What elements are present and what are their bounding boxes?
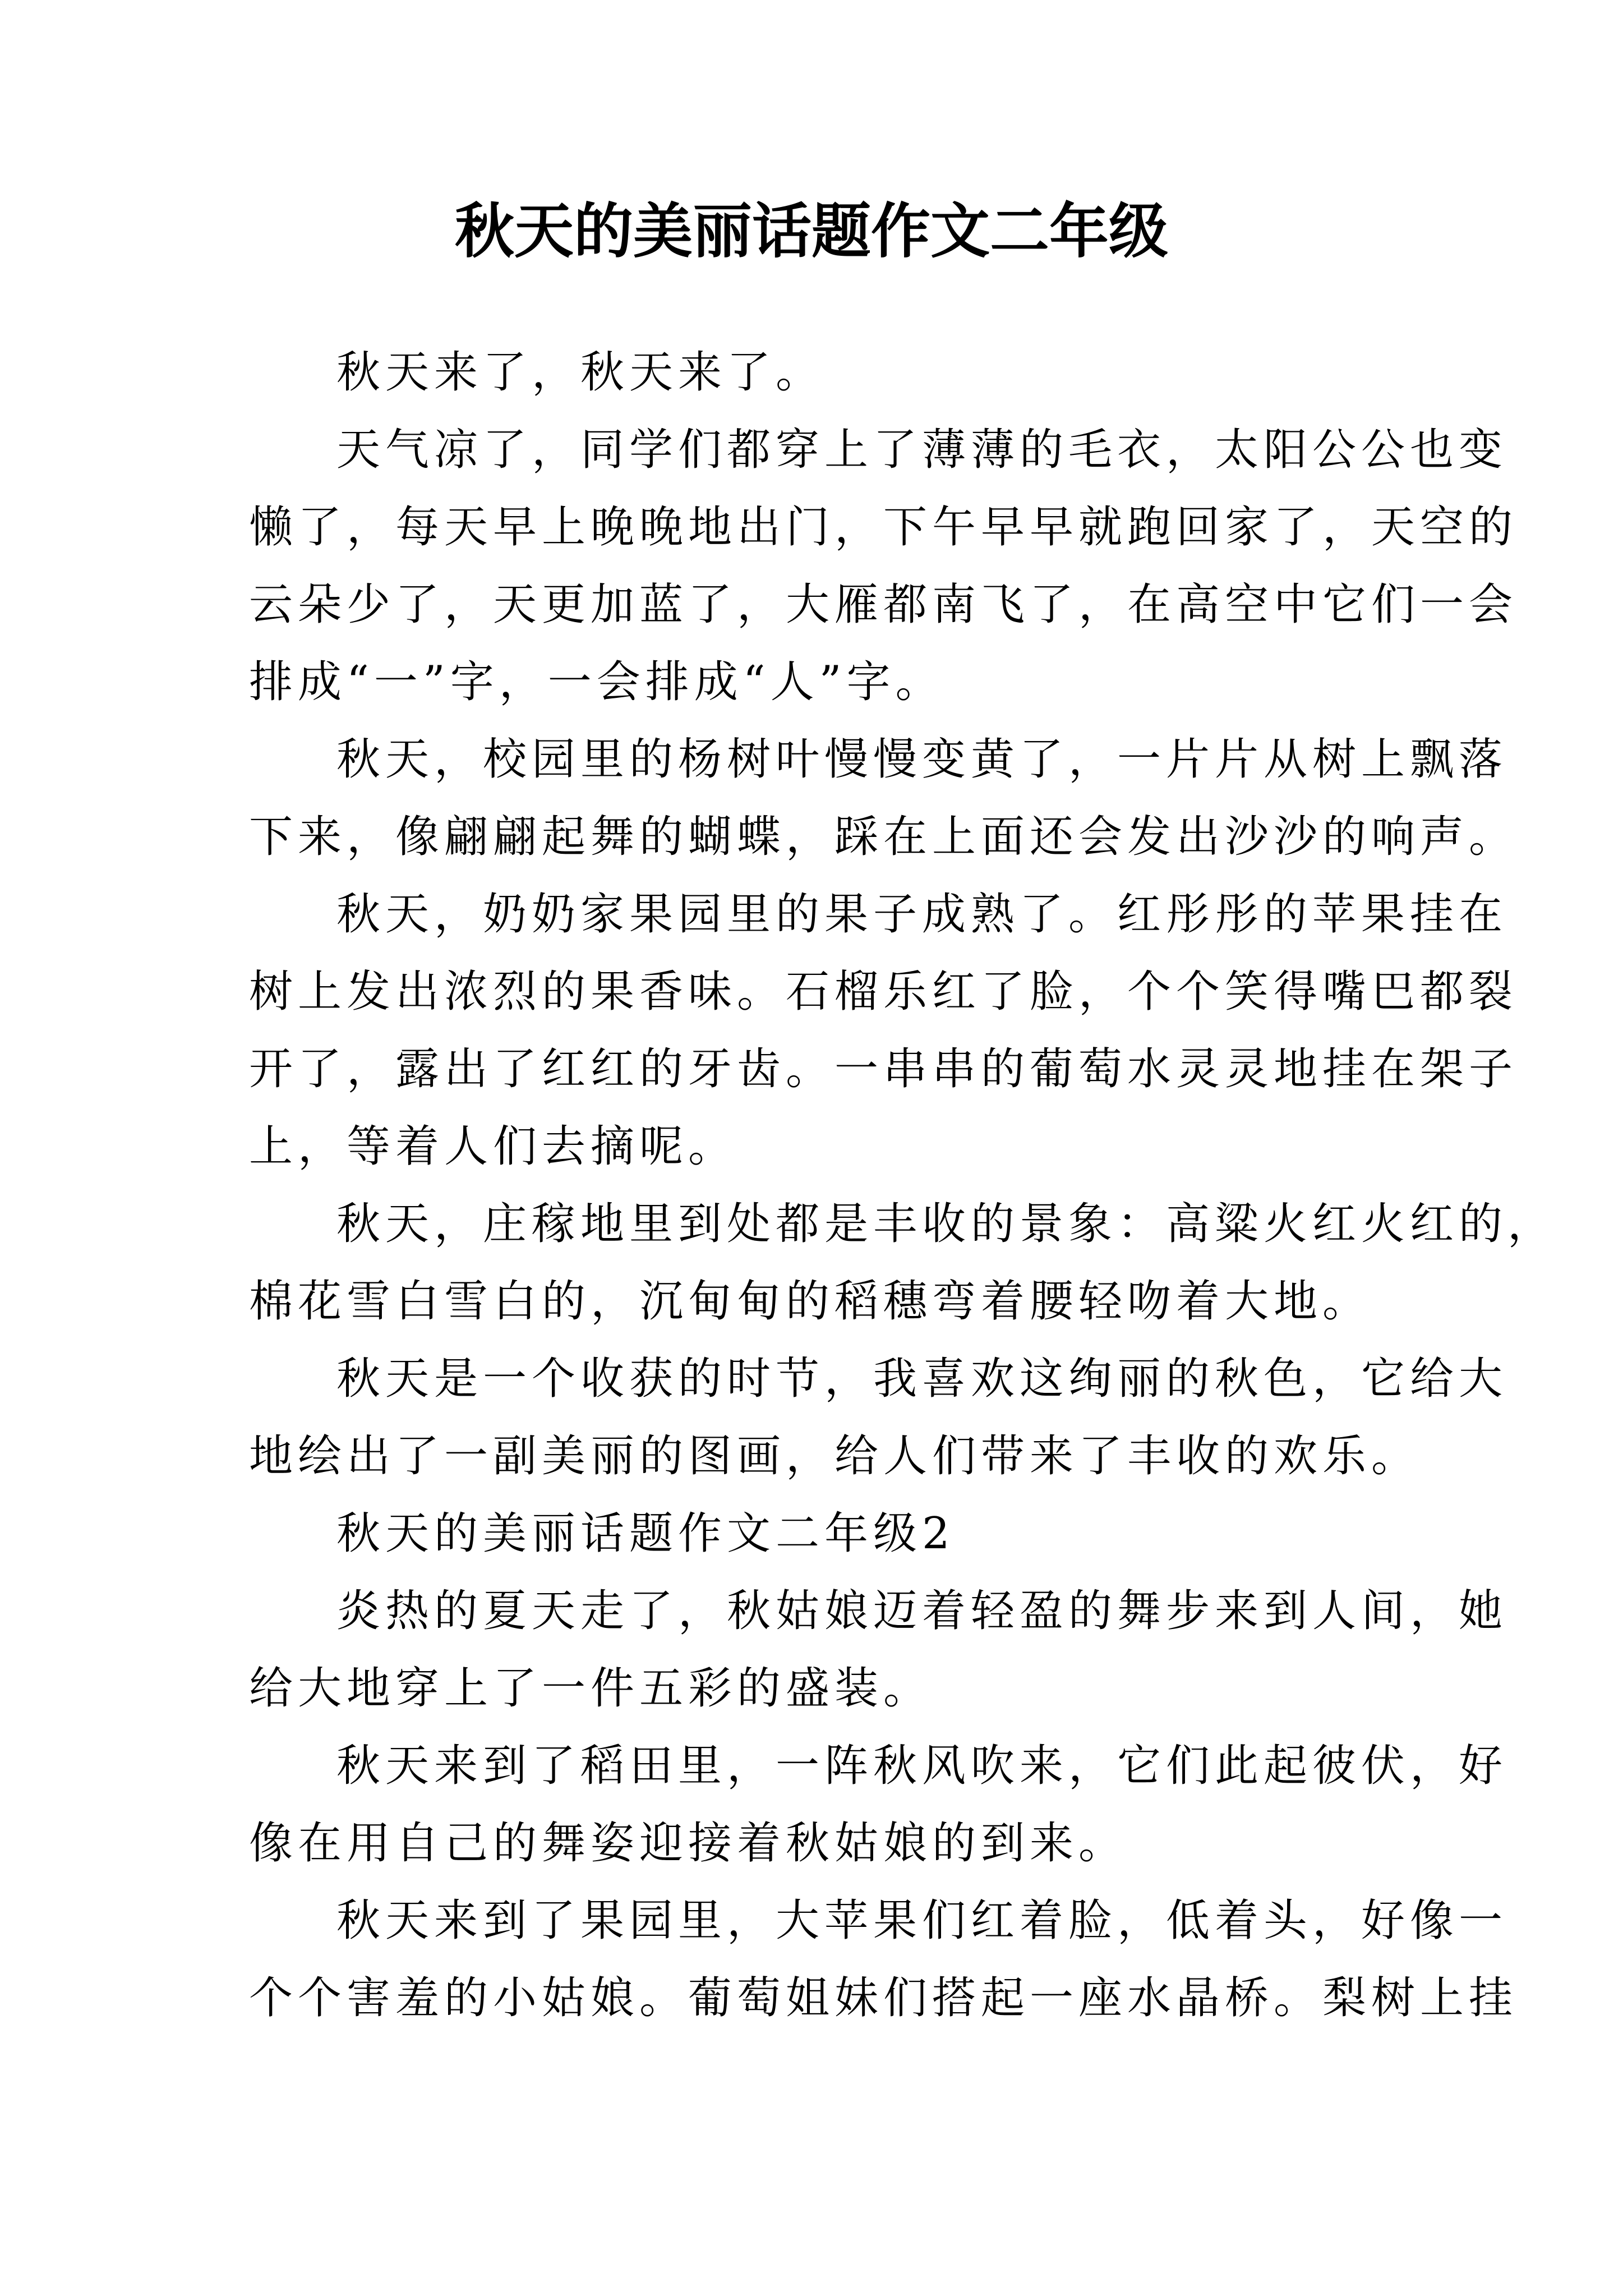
text-line: 炎热的夏天走了，秋姑娘迈着轻盈的舞步来到人间，她	[336, 1586, 1508, 1636]
text-line: 下来，像翩翩起舞的蝴蝶，踩在上面还会发出沙沙的响声。	[249, 812, 1518, 862]
text-line: 秋天来到了稻田里，一阵秋风吹来，它们此起彼伏，好	[336, 1741, 1508, 1791]
text-line: 懒了，每天早上晚晚地出门，下午早早就跑回家了，天空的	[249, 502, 1518, 553]
text-line: 秋天是一个收获的时节，我喜欢这绚丽的秋色，它给大	[336, 1354, 1508, 1404]
text-line: 秋天，奶奶家果园里的果子成熟了。红彤彤的苹果挂在	[336, 889, 1508, 940]
section-heading: 秋天的美丽话题作文二年级2	[336, 1508, 955, 1559]
text-line: 秋天来了，秋天来了。	[336, 347, 825, 398]
text-line: 上，等着人们去摘呢。	[249, 1121, 737, 1172]
text-line: 秋天，校园里的杨树叶慢慢变黄了，一片片从树上飘落	[336, 734, 1508, 785]
text-line: 像在用自己的舞姿迎接着秋姑娘的到来。	[249, 1818, 1128, 1869]
text-line: 给大地穿上了一件五彩的盛装。	[249, 1663, 933, 1714]
text-line: 天气凉了，同学们都穿上了薄薄的毛衣，太阳公公也变	[336, 425, 1508, 475]
text-line: 排成“一”字，一会排成“人”字。	[249, 657, 944, 707]
text-line: 开了，露出了红红的牙齿。一串串的葡萄水灵灵地挂在架子	[249, 1044, 1518, 1094]
document-body	[249, 334, 1557, 2037]
text-line: 树上发出浓烈的果香味。石榴乐红了脸，个个笑得嘴巴都裂	[249, 967, 1518, 1017]
document-title: 秋天的美丽话题作文二年级	[455, 197, 1168, 266]
text-line: 云朵少了，天更加蓝了，大雁都南飞了，在高空中它们一会	[249, 579, 1518, 630]
text-line: 个个害羞的小姑娘。葡萄姐妹们搭起一座水晶桥。梨树上挂	[249, 1973, 1518, 2023]
text-line: 秋天，庄稼地里到处都是丰收的景象：高粱火红火红的，	[336, 1199, 1557, 1249]
text-line: 棉花雪白雪白的，沉甸甸的稻穗弯着腰轻吻着大地。	[249, 1276, 1372, 1327]
text-line: 秋天来到了果园里，大苹果们红着脸，低着头，好像一	[336, 1895, 1508, 1946]
text-line: 地绘出了一副美丽的图画，给人们带来了丰收的欢乐。	[249, 1431, 1421, 1481]
